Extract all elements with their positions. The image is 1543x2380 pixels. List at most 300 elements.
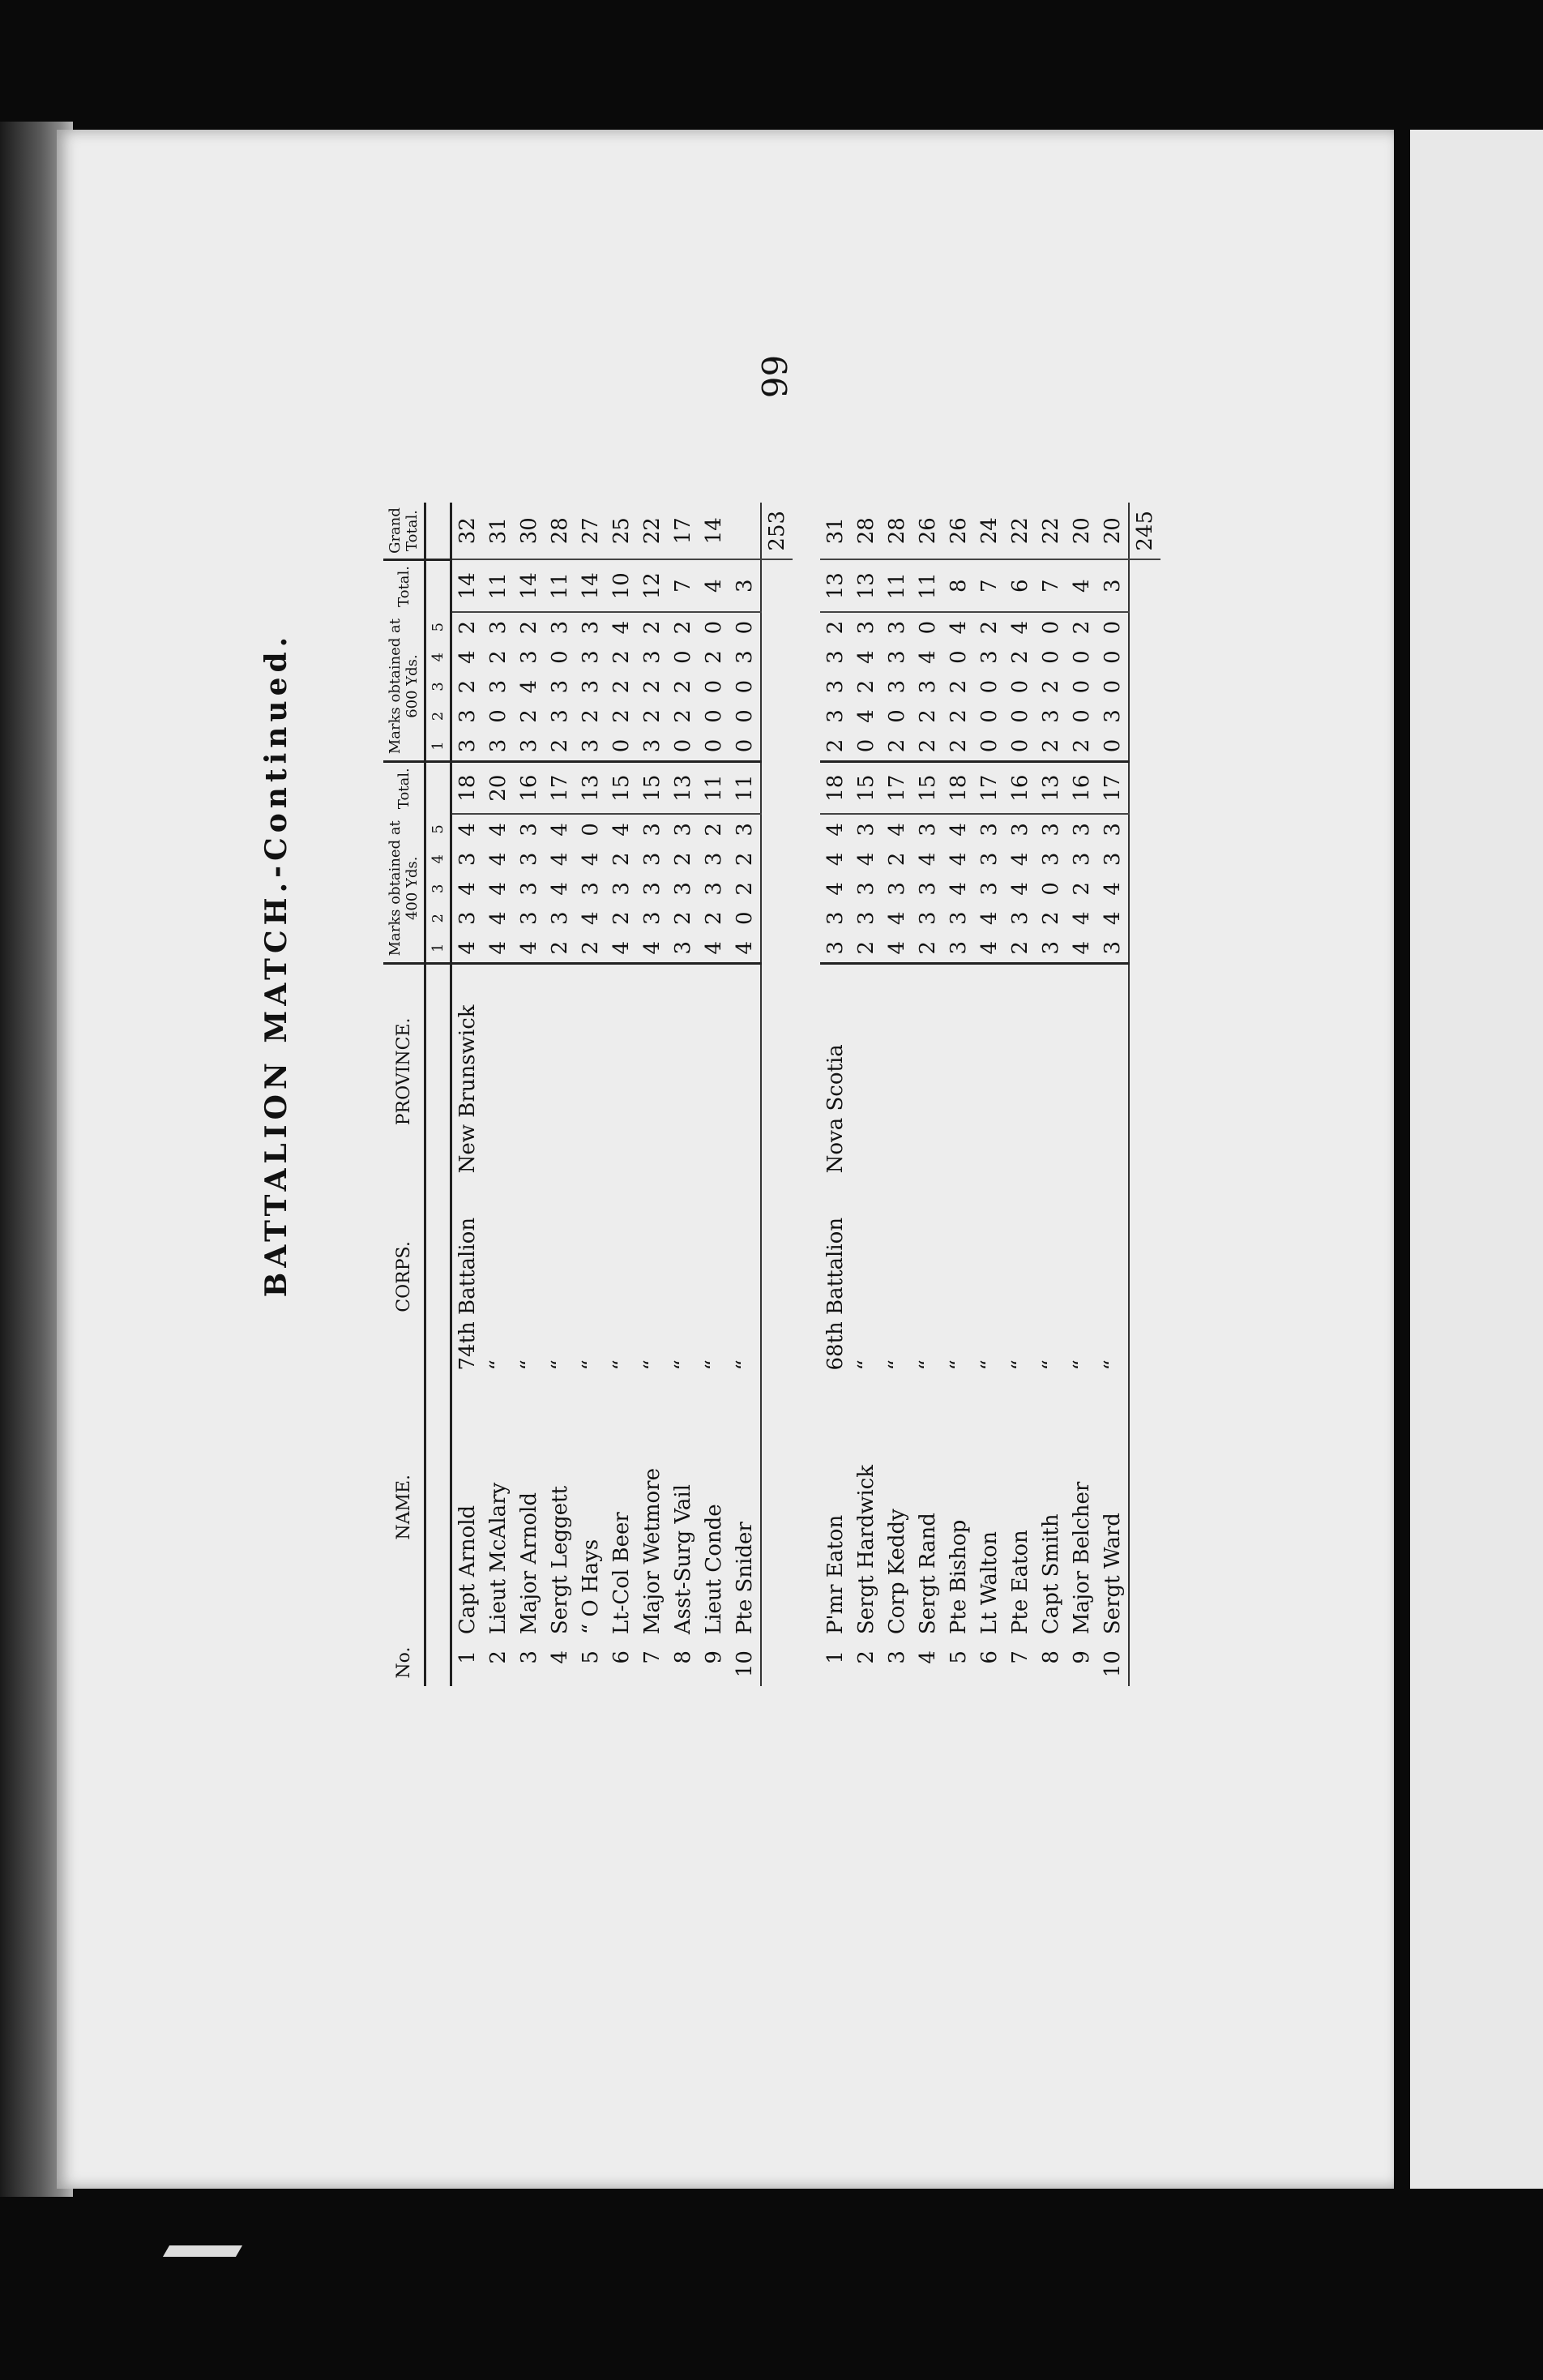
score-600: 0 (974, 731, 1005, 762)
score-400: 4 (548, 823, 572, 837)
table-row (1097, 503, 1129, 1686)
score-400: 4 (729, 933, 761, 964)
header-grand-total: Grand Total. (383, 503, 425, 559)
grand-total: 20 (1066, 503, 1097, 559)
competitor-name: Sergt Ward (1101, 1513, 1125, 1635)
table-row (913, 503, 943, 1686)
grand-total: 28 (882, 503, 913, 559)
score-600: 2 (545, 731, 575, 762)
score-400: 3 (943, 933, 974, 964)
score-400: 4 (637, 933, 668, 964)
empty-cell (761, 642, 793, 671)
score-600: 2 (1070, 620, 1094, 635)
score-600: 2 (671, 709, 695, 723)
shot-header: 1 (425, 933, 451, 964)
score-600: 2 (943, 731, 974, 762)
score-600: 2 (517, 620, 541, 635)
competitor-name: Major Wetmore (640, 1468, 665, 1635)
score-400: 4 (606, 933, 637, 964)
empty-cell (761, 1178, 793, 1375)
corps-cell: “ (854, 1359, 878, 1371)
score-600: 0 (916, 620, 940, 635)
total-600: 14 (451, 559, 484, 611)
row-number: 4 (548, 1650, 572, 1664)
score-600: 2 (702, 650, 726, 664)
total-400: 11 (729, 762, 761, 814)
competitor-name: Corp Keddy (885, 1509, 909, 1635)
score-600: 2 (882, 731, 913, 762)
score-400: 3 (640, 852, 665, 867)
corps-cell: “ (1070, 1359, 1094, 1371)
score-400: 3 (517, 911, 541, 926)
shot-header-row (425, 503, 451, 1686)
score-600: 3 (1101, 709, 1125, 723)
total-600: 14 (575, 559, 606, 611)
corps-cell: “ (733, 1359, 757, 1371)
empty-cell (1129, 814, 1160, 844)
score-600: 2 (640, 709, 665, 723)
score-600: 0 (1101, 620, 1125, 635)
scan-artifact-mark (163, 2245, 242, 2257)
corps-cell: “ (1008, 1359, 1032, 1371)
score-600: 3 (823, 650, 848, 664)
total-600: 3 (729, 559, 761, 611)
total-600: 3 (1097, 559, 1129, 611)
total-600: 14 (514, 559, 545, 611)
grand-total: 14 (699, 503, 729, 559)
competitor-name: Lieut McAlary (486, 1482, 511, 1635)
score-400: 4 (1008, 852, 1032, 867)
score-400: 4 (455, 882, 480, 896)
empty-cell (1129, 731, 1160, 762)
score-600: 4 (916, 650, 940, 664)
corps-cell: “ (671, 1359, 695, 1371)
score-600: 2 (609, 679, 634, 694)
score-600: 0 (1097, 731, 1129, 762)
table-row (545, 503, 575, 1686)
score-600: 0 (1101, 650, 1125, 664)
score-400: 4 (854, 852, 878, 867)
row-number: 5 (579, 1650, 603, 1664)
grand-total: 32 (451, 503, 484, 559)
grand-total: 27 (575, 503, 606, 559)
score-600: 0 (702, 709, 726, 723)
grand-total: 30 (514, 503, 545, 559)
header-marks-400: Marks obtained at 400 Yds. (383, 814, 425, 964)
total-400: 18 (820, 762, 851, 814)
corps-cell: 74th Battalion (455, 1217, 480, 1371)
score-600: 3 (486, 620, 511, 635)
header-province: PROVINCE. (383, 964, 425, 1178)
score-600: 3 (885, 620, 909, 635)
score-600: 3 (517, 650, 541, 664)
score-400: 4 (977, 911, 1002, 926)
empty-cell (1129, 642, 1160, 671)
province-cell (575, 964, 606, 1178)
score-400: 3 (640, 882, 665, 896)
grand-total: 22 (637, 503, 668, 559)
score-600: 0 (668, 731, 699, 762)
score-600: 3 (486, 679, 511, 694)
empty-cell (761, 964, 793, 1178)
province-cell (882, 964, 913, 1178)
competitor-name: Asst-Surg Vail (671, 1484, 695, 1635)
score-600: 0 (1101, 679, 1125, 694)
score-400: 3 (854, 823, 878, 837)
table-row (1066, 503, 1097, 1686)
competitor-name: Sergt Rand (916, 1513, 940, 1635)
score-600: 3 (548, 620, 572, 635)
row-number: 1 (455, 1650, 480, 1664)
competitor-name: Pte Eaton (1008, 1530, 1032, 1635)
competitor-name: Major Belcher (1070, 1481, 1094, 1635)
score-600: 4 (854, 650, 878, 664)
table-row (637, 503, 668, 1686)
corps-cell: “ (548, 1359, 572, 1371)
table-row (451, 503, 484, 1686)
score-600: 0 (733, 620, 757, 635)
shot-header: 5 (425, 814, 451, 844)
score-400: 3 (548, 911, 572, 926)
shot-header: 5 (425, 612, 451, 642)
grand-total: 24 (974, 503, 1005, 559)
score-600: 0 (1005, 731, 1036, 762)
province-cell: New Brunswick (455, 1004, 480, 1174)
score-400: 2 (671, 852, 695, 867)
score-400: 2 (609, 911, 634, 926)
score-600: 3 (885, 650, 909, 664)
score-400: 4 (1070, 911, 1094, 926)
score-600: 0 (548, 650, 572, 664)
empty-cell (1129, 1639, 1160, 1686)
group-sum-row (761, 503, 793, 1686)
score-400: 4 (455, 823, 480, 837)
competitor-name: Capt Arnold (455, 1505, 480, 1635)
total-400: 15 (913, 762, 943, 814)
score-600: 2 (579, 709, 603, 723)
score-400: 3 (640, 823, 665, 837)
province-cell (851, 964, 882, 1178)
score-600: 3 (548, 679, 572, 694)
total-400: 17 (545, 762, 575, 814)
empty-cell (1129, 701, 1160, 730)
table-row (729, 503, 761, 1686)
province-cell (943, 964, 974, 1178)
score-600: 2 (1066, 731, 1097, 762)
score-400: 2 (545, 933, 575, 964)
score-400: 3 (517, 882, 541, 896)
score-600: 3 (640, 650, 665, 664)
competitor-name: Sergt Leggett (548, 1485, 572, 1635)
grand-total: 28 (851, 503, 882, 559)
score-600: 3 (548, 709, 572, 723)
province-cell (913, 964, 943, 1178)
row-number: 8 (671, 1650, 695, 1664)
score-600: 2 (820, 731, 851, 762)
score-400: 4 (947, 823, 971, 837)
score-600: 2 (916, 709, 940, 723)
score-400: 3 (977, 882, 1002, 896)
score-600: 2 (977, 620, 1002, 635)
corps-cell: “ (977, 1359, 1002, 1371)
total-600: 7 (974, 559, 1005, 611)
header-name: NAME. (383, 1376, 425, 1640)
score-400: 3 (916, 882, 940, 896)
row-number: 9 (1070, 1650, 1094, 1664)
shot-header: 4 (425, 642, 451, 671)
score-600: 0 (702, 620, 726, 635)
score-600: 3 (885, 679, 909, 694)
score-400: 3 (1097, 933, 1129, 964)
score-600: 3 (854, 620, 878, 635)
score-400: 4 (548, 882, 572, 896)
score-600: 3 (514, 731, 545, 762)
header-row (383, 503, 425, 1686)
table-row (575, 503, 606, 1686)
score-600: 0 (1008, 679, 1032, 694)
row-number: 3 (885, 1650, 909, 1664)
competitor-name: “ O Hays (579, 1539, 603, 1635)
empty-cell (761, 731, 793, 762)
score-600: 0 (977, 709, 1002, 723)
score-400: 3 (1036, 933, 1066, 964)
score-600: 2 (671, 679, 695, 694)
score-400: 2 (733, 852, 757, 867)
province-cell (729, 964, 761, 1178)
score-600: 0 (733, 679, 757, 694)
competitor-name: Pte Bishop (947, 1519, 971, 1635)
score-400: 3 (823, 911, 848, 926)
total-400: 17 (974, 762, 1005, 814)
province-cell (1036, 964, 1066, 1178)
score-600: 0 (851, 731, 882, 762)
shot-header: 2 (425, 701, 451, 730)
shot-header: 1 (425, 731, 451, 762)
corps-cell: “ (486, 1359, 511, 1371)
score-600: 2 (854, 679, 878, 694)
score-600: 0 (733, 709, 757, 723)
table-row (668, 503, 699, 1686)
score-600: 2 (823, 620, 848, 635)
score-400: 4 (699, 933, 729, 964)
score-400: 3 (671, 823, 695, 837)
score-400: 4 (1008, 882, 1032, 896)
total-600: 12 (637, 559, 668, 611)
score-600: 3 (916, 679, 940, 694)
total-600: 7 (1036, 559, 1066, 611)
score-400: 3 (1070, 823, 1094, 837)
score-600: 0 (1070, 709, 1094, 723)
row-number: 6 (977, 1650, 1002, 1664)
score-600: 2 (947, 709, 971, 723)
group-sum-row (1129, 503, 1160, 1686)
score-400: 3 (579, 882, 603, 896)
competitor-name: Lieut Conde (702, 1504, 726, 1635)
score-400: 2 (851, 933, 882, 964)
table-row (943, 503, 974, 1686)
total-600: 6 (1005, 559, 1036, 611)
score-400: 2 (1070, 882, 1094, 896)
score-600: 0 (699, 731, 729, 762)
score-400: 3 (668, 933, 699, 964)
score-600: 0 (1008, 709, 1032, 723)
grand-total: 26 (943, 503, 974, 559)
score-600: 3 (637, 731, 668, 762)
corps-cell: “ (947, 1359, 971, 1371)
score-400: 3 (1008, 823, 1032, 837)
score-600: 0 (1070, 650, 1094, 664)
score-400: 3 (820, 933, 851, 964)
corps-cell: “ (885, 1359, 909, 1371)
province-cell (1097, 964, 1129, 1178)
shot-header: 3 (425, 874, 451, 903)
empty-cell (761, 874, 793, 903)
row-number: 6 (609, 1650, 634, 1664)
empty-cell (1129, 672, 1160, 701)
province-cell (606, 964, 637, 1178)
empty-cell (761, 762, 793, 814)
score-600: 2 (947, 679, 971, 694)
results-table-container (383, 503, 1267, 1686)
empty-cell (1129, 845, 1160, 874)
score-400: 4 (823, 882, 848, 896)
corps-cell: “ (640, 1359, 665, 1371)
table-row (820, 503, 851, 1686)
province-cell (483, 964, 514, 1178)
score-600: 3 (579, 650, 603, 664)
score-400: 3 (1101, 852, 1125, 867)
province-cell (545, 964, 575, 1178)
province-cell (974, 964, 1005, 1178)
total-400: 13 (575, 762, 606, 814)
score-400: 4 (882, 933, 913, 964)
province-cell (514, 964, 545, 1178)
header-no: No. (383, 1639, 425, 1686)
score-600: 2 (1039, 679, 1063, 694)
total-400: 16 (1066, 762, 1097, 814)
score-400: 4 (486, 823, 511, 837)
score-400: 4 (916, 852, 940, 867)
score-400: 4 (483, 933, 514, 964)
score-400: 4 (579, 852, 603, 867)
score-400: 4 (1101, 882, 1125, 896)
table-row (1005, 503, 1036, 1686)
province-cell (637, 964, 668, 1178)
empty-cell (761, 1639, 793, 1686)
table-row (1036, 503, 1066, 1686)
score-400: 3 (977, 823, 1002, 837)
score-600: 4 (517, 679, 541, 694)
score-400: 4 (609, 823, 634, 837)
score-600: 4 (1008, 620, 1032, 635)
total-400: 15 (851, 762, 882, 814)
row-number: 7 (640, 1650, 665, 1664)
score-600: 0 (1070, 679, 1094, 694)
grand-total: 17 (668, 503, 699, 559)
total-600: 11 (545, 559, 575, 611)
score-400: 4 (486, 852, 511, 867)
total-400: 13 (1036, 762, 1066, 814)
corps-cell: “ (702, 1359, 726, 1371)
results-body (451, 503, 1161, 1686)
score-400: 3 (1008, 911, 1032, 926)
competitor-name: Major Arnold (517, 1492, 541, 1635)
table-row (882, 503, 913, 1686)
score-600: 3 (579, 620, 603, 635)
grand-total: 31 (483, 503, 514, 559)
shot-header: 3 (425, 672, 451, 701)
total-600: 8 (943, 559, 974, 611)
score-600: 3 (451, 731, 484, 762)
score-400: 3 (1070, 852, 1094, 867)
score-600: 0 (885, 709, 909, 723)
score-400: 3 (1039, 852, 1063, 867)
score-400: 3 (977, 852, 1002, 867)
table-row (699, 503, 729, 1686)
competitor-name: Lt-Col Beer (609, 1512, 634, 1635)
score-400: 3 (609, 882, 634, 896)
score-600: 3 (579, 679, 603, 694)
score-400: 4 (1101, 911, 1125, 926)
score-600: 0 (947, 650, 971, 664)
total-600: 4 (699, 559, 729, 611)
score-400: 4 (947, 852, 971, 867)
score-400: 3 (885, 882, 909, 896)
empty-cell (761, 1376, 793, 1640)
empty-cell (1129, 933, 1160, 964)
page-number: 66 (754, 354, 794, 399)
table-row (483, 503, 514, 1686)
score-400: 3 (640, 911, 665, 926)
empty-cell (1129, 874, 1160, 903)
score-400: 4 (579, 911, 603, 926)
score-400: 3 (854, 911, 878, 926)
score-400: 4 (486, 911, 511, 926)
grand-total: 26 (913, 503, 943, 559)
score-400: 3 (517, 823, 541, 837)
results-table (383, 503, 1160, 1686)
corps-cell: “ (609, 1359, 634, 1371)
score-600: 2 (1008, 650, 1032, 664)
score-400: 4 (548, 852, 572, 867)
row-number: 10 (733, 1650, 757, 1678)
corps-cell: “ (517, 1359, 541, 1371)
group-grand-sum: 253 (761, 503, 793, 559)
score-600: 3 (823, 709, 848, 723)
total-400: 13 (668, 762, 699, 814)
province-cell (699, 964, 729, 1178)
group-grand-sum: 245 (1129, 503, 1160, 559)
score-600: 2 (609, 709, 634, 723)
score-600: 4 (455, 650, 480, 664)
score-400: 3 (702, 852, 726, 867)
total-400: 16 (1005, 762, 1036, 814)
competitor-name: P'mr Eaton (823, 1514, 848, 1635)
score-400: 4 (885, 823, 909, 837)
empty-cell (761, 933, 793, 964)
title-container (259, 462, 308, 1467)
score-600: 2 (640, 679, 665, 694)
score-600: 3 (483, 731, 514, 762)
score-400: 3 (517, 852, 541, 867)
score-600: 0 (671, 650, 695, 664)
score-400: 3 (916, 823, 940, 837)
score-400: 3 (733, 823, 757, 837)
table-row (974, 503, 1005, 1686)
score-600: 0 (606, 731, 637, 762)
grand-total: 22 (1005, 503, 1036, 559)
header-corps: CORPS. (383, 1178, 425, 1375)
